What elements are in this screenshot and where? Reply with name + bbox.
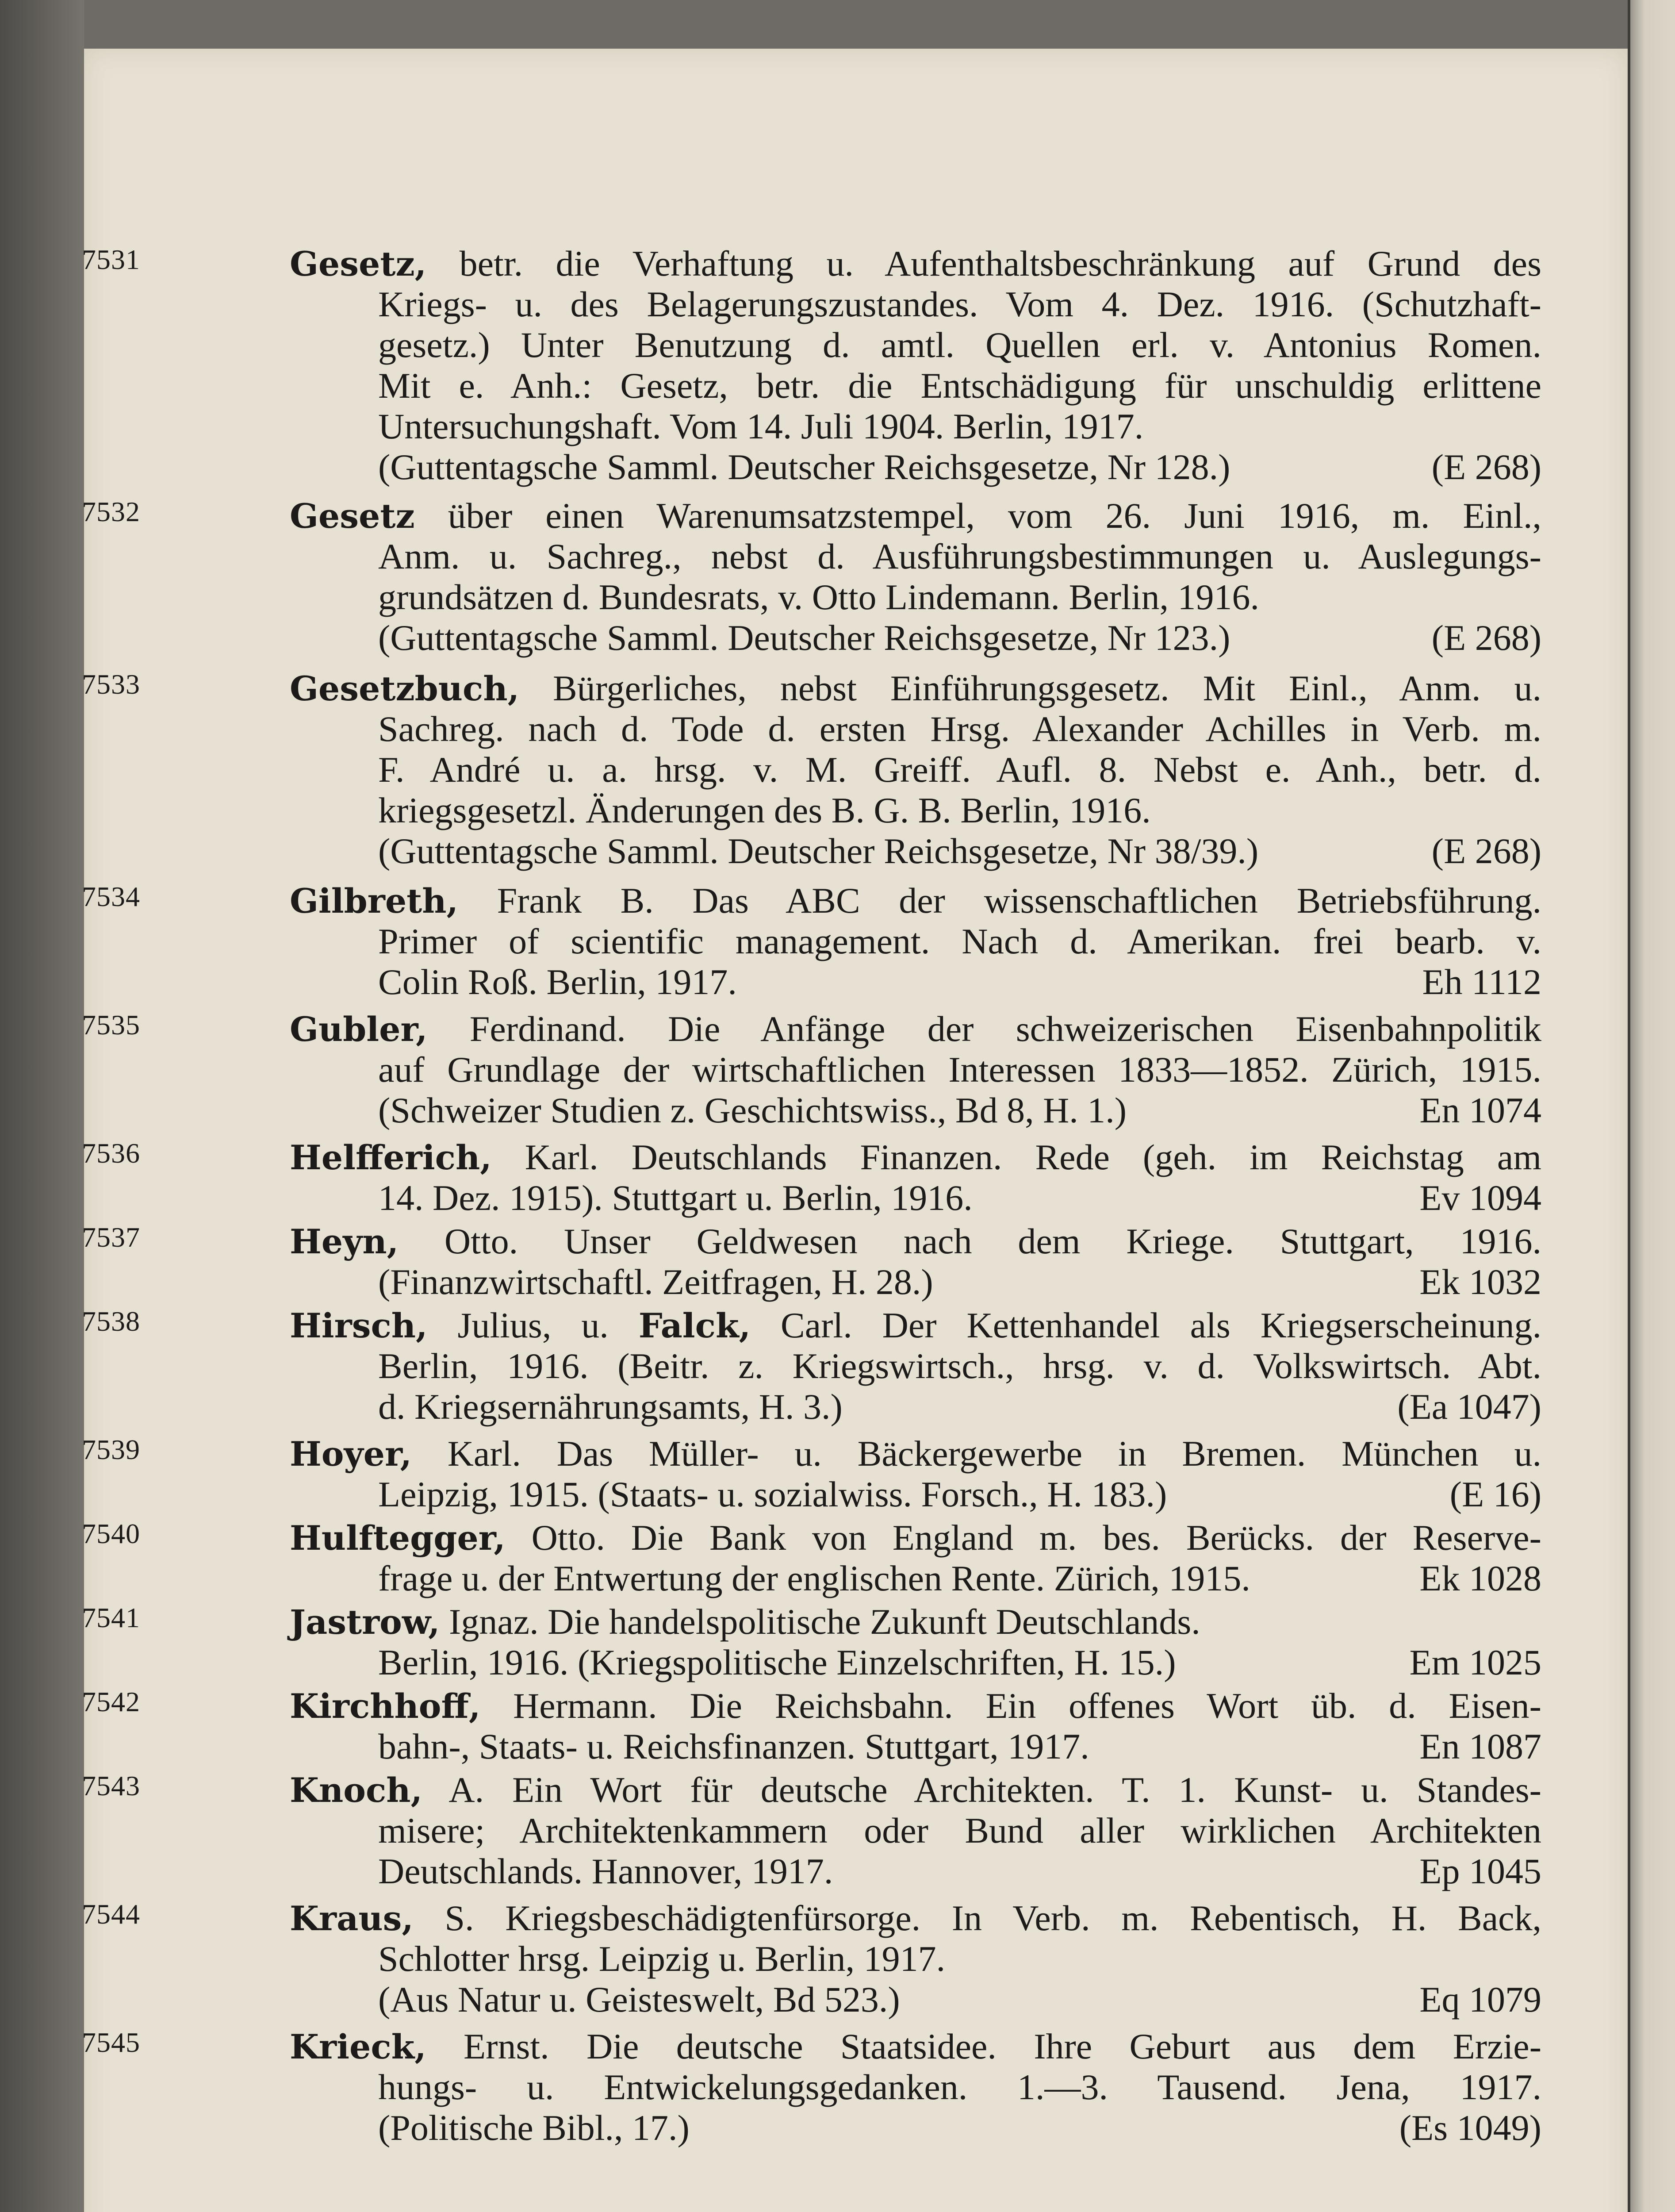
entry-heading: Gesetz: [290, 496, 415, 536]
entry-heading: Heyn,: [290, 1222, 399, 1261]
entry-number: 7533: [82, 668, 140, 700]
catalog-entry: [82, 1898, 1541, 2020]
entry-line: 14. Dez. 1915). Stuttgart u. Berlin, 1916. Ev 1094: [378, 1178, 1541, 1218]
shelf-signature: En 1074: [1419, 1090, 1541, 1130]
entry-line: (Aus Natur u. Geisteswelt, Bd 523.) Eq 1079: [378, 1979, 1541, 2020]
entry-line: (Guttentagsche Samml. Deutscher Reichsgesetze, Nr 38/39.) (E 268): [378, 831, 1541, 871]
catalog-entry: [82, 1221, 1541, 1302]
entry-number: 7531: [82, 244, 140, 275]
entry-heading: Gubler,: [290, 1010, 428, 1049]
entry-heading: Knoch,: [290, 1770, 422, 1810]
entry-line: Leipzig, 1915. (Staats- u. sozialwiss. Forsch., H. 183.) (E 16): [378, 1474, 1541, 1514]
shelf-signature: (Es 1049): [1399, 2108, 1541, 2148]
entry-heading: Hulftegger,: [290, 1518, 506, 1558]
catalog-entry: [82, 1601, 1541, 1683]
entry-number: 7539: [82, 1434, 140, 1465]
entry-number: 7536: [82, 1137, 140, 1169]
entry-line: F. André u. a. hrsg. v. M. Greiff. Aufl. 8. Nebst e. Anh., betr. d.: [378, 749, 1541, 790]
entry-heading-coauthor: Falck,: [638, 1306, 751, 1345]
shelf-signature: Em 1025: [1409, 1642, 1541, 1682]
entry-number: 7540: [82, 1518, 140, 1549]
catalog-entry: [82, 2026, 1541, 2148]
entry-number: 7544: [82, 1898, 140, 1930]
entry-line: Gubler, Ferdinand. Die Anfänge der schweizerischen Eisenbahnpolitik: [290, 1009, 1541, 1049]
catalog-entry: [82, 1009, 1541, 1131]
entry-line: Jastrow, Ignaz. Die handelspolitische Zukunft Deutschlands.: [290, 1601, 1200, 1642]
catalog-entry: [82, 668, 1541, 872]
entry-line: Kraus, S. Kriegsbeschädigtenfürsorge. In Verb. m. Rebentisch, H. Back,: [290, 1898, 1541, 1938]
catalog-entry: [82, 1137, 1541, 1218]
entry-line: Deutschlands. Hannover, 1917. Ep 1045: [378, 1851, 1541, 1891]
shelf-signature: Ek 1028: [1419, 1558, 1541, 1598]
shelf-signature: Eq 1079: [1419, 1979, 1541, 2020]
entry-number: 7538: [82, 1306, 140, 1337]
catalog-entry: [82, 1517, 1541, 1599]
catalog-entry: [82, 1770, 1541, 1892]
catalog-entry: [82, 495, 1541, 658]
entry-line: frage u. der Entwertung der englischen Rente. Zürich, 1915. Ek 1028: [378, 1558, 1541, 1598]
entry-line: hungs- u. Entwickelungsgedanken. 1.—3. Tausend. Jena, 1917.: [378, 2067, 1541, 2107]
entry-line: Krieck, Ernst. Die deutsche Staatsidee. Ihre Geburt aus dem Erzie-: [290, 2026, 1541, 2066]
entry-heading: Gesetz,: [290, 244, 427, 284]
catalog-entry: [82, 880, 1541, 1002]
entry-line: gesetz.) Unter Benutzung d. amtl. Quellen erl. v. Antonius Romen.: [378, 325, 1541, 365]
shelf-signature: (Ea 1047): [1397, 1386, 1541, 1427]
entry-line: Gilbreth, Frank B. Das ABC der wissenschaftlichen Betriebsführung.: [290, 880, 1541, 921]
entry-line: Hirsch, Julius, u. Falck, Carl. Der Kettenhandel als Kriegserscheinung.: [290, 1305, 1541, 1345]
entry-line: Untersuchungshaft. Vom 14. Juli 1904. Berlin, 1917.: [378, 406, 1144, 446]
entry-heading: Hoyer,: [290, 1434, 412, 1474]
catalog-entry: [82, 1433, 1541, 1515]
entry-line: Anm. u. Sachreg., nebst d. Ausführungsbestimmungen u. Auslegungs-: [378, 536, 1541, 576]
shelf-signature: (E 268): [1431, 447, 1541, 487]
entry-number: 7543: [82, 1770, 140, 1801]
shelf-signature: Ep 1045: [1419, 1851, 1541, 1891]
entry-line: Sachreg. nach d. Tode d. ersten Hrsg. Alexander Achilles in Verb. m.: [378, 709, 1541, 749]
entry-line: (Politische Bibl., 17.) (Es 1049): [378, 2108, 1541, 2148]
entry-line: Primer of scientific management. Nach d. Amerikan. frei bearb. v.: [378, 921, 1541, 961]
entry-line: misere; Architektenkammern oder Bund aller wirklichen Architekten: [378, 1810, 1541, 1851]
shelf-signature: En 1087: [1419, 1726, 1541, 1767]
entry-line: Heyn, Otto. Unser Geldwesen nach dem Kriege. Stuttgart, 1916.: [290, 1221, 1541, 1261]
entry-heading: Helfferich,: [290, 1138, 492, 1177]
shelf-signature: (E 16): [1449, 1474, 1541, 1514]
shelf-signature: Ek 1032: [1419, 1262, 1541, 1302]
entry-line: (Finanzwirtschaftl. Zeitfragen, H. 28.) Ek 1032: [378, 1262, 1541, 1302]
catalog-entry: [82, 1305, 1541, 1427]
entry-number: 7541: [82, 1602, 140, 1633]
entry-line: Gesetz, betr. die Verhaftung u. Aufenthaltsbeschränkung auf Grund des: [290, 243, 1541, 284]
entry-line: Gesetzbuch, Bürgerliches, nebst Einführungsgesetz. Mit Einl., Anm. u.: [290, 668, 1541, 708]
entry-number: 7545: [82, 2027, 140, 2058]
entry-line: Kriegs- u. des Belagerungszustandes. Vom 4. Dez. 1916. (Schutzhaft-: [378, 284, 1541, 324]
entry-number: 7537: [82, 1221, 140, 1253]
entry-line: Mit e. Anh.: Gesetz, betr. die Entschädigung für unschuldig erlittene: [378, 365, 1541, 406]
entry-line: kriegsgesetzl. Änderungen des B. G. B. Berlin, 1916.: [378, 790, 1151, 830]
entry-line: Schlotter hrsg. Leipzig u. Berlin, 1917.: [378, 1939, 946, 1979]
entry-line: Colin Roß. Berlin, 1917. Eh 1112: [378, 962, 1541, 1002]
shelf-signature: (E 268): [1431, 618, 1541, 658]
entry-line: Gesetz über einen Warenumsatzstempel, vom 26. Juni 1916, m. Einl.,: [290, 495, 1541, 536]
entry-line: grundsätzen d. Bundesrats, v. Otto Lindemann. Berlin, 1916.: [378, 577, 1259, 617]
shelf-signature: (E 268): [1431, 831, 1541, 871]
entry-line: auf Grundlage der wirtschaftlichen Interessen 1833—1852. Zürich, 1915.: [378, 1049, 1541, 1090]
entry-heading: Gesetzbuch,: [290, 669, 520, 708]
entry-line: (Guttentagsche Samml. Deutscher Reichsgesetze, Nr 128.) (E 268): [378, 447, 1541, 487]
entry-line: Berlin, 1916. (Beitr. z. Kriegswirtsch., hrsg. v. d. Volkswirtsch. Abt.: [378, 1346, 1541, 1386]
entry-heading: Kirchhoff,: [290, 1686, 481, 1726]
entry-line: Hulftegger, Otto. Die Bank von England m. bes. Berücks. der Reserve-: [290, 1517, 1541, 1558]
facing-page-edge: [1628, 0, 1675, 2212]
entry-number: 7535: [82, 1009, 140, 1041]
entry-line: Hoyer, Karl. Das Müller- u. Bäckergewerbe in Bremen. München u.: [290, 1433, 1541, 1474]
entry-number: 7534: [82, 881, 140, 912]
entry-line: Helfferich, Karl. Deutschlands Finanzen. Rede (geh. im Reichstag am: [290, 1137, 1541, 1177]
shelf-signature: Ev 1094: [1419, 1178, 1541, 1218]
catalog-entry: [82, 1686, 1541, 1767]
entry-line: Knoch, A. Ein Wort für deutsche Architekten. T. 1. Kunst- u. Standes-: [290, 1770, 1541, 1810]
catalog-entry: [82, 243, 1541, 488]
book-page: [84, 49, 1628, 2212]
entry-line: (Guttentagsche Samml. Deutscher Reichsgesetze, Nr 123.) (E 268): [378, 618, 1541, 658]
shelf-signature: Eh 1112: [1422, 962, 1541, 1002]
entry-heading: Hirsch,: [290, 1306, 428, 1345]
book-gutter-shadow: [0, 0, 84, 2212]
entry-heading: Kraus,: [290, 1899, 414, 1938]
entry-line: (Schweizer Studien z. Geschichtswiss., Bd 8, H. 1.) En 1074: [378, 1090, 1541, 1130]
entry-number: 7532: [82, 496, 140, 527]
entry-heading: Jastrow,: [290, 1602, 440, 1642]
entry-line: Berlin, 1916. (Kriegspolitische Einzelschriften, H. 15.) Em 1025: [378, 1642, 1541, 1682]
entry-number: 7542: [82, 1686, 140, 1717]
entry-heading: Krieck,: [290, 2027, 426, 2066]
entry-line: bahn-, Staats- u. Reichsfinanzen. Stuttgart, 1917. En 1087: [378, 1726, 1541, 1767]
entry-line: Kirchhoff, Hermann. Die Reichsbahn. Ein offenes Wort üb. d. Eisen-: [290, 1686, 1541, 1726]
entry-line: d. Kriegsernährungsamts, H. 3.) (Ea 1047): [378, 1386, 1541, 1427]
entry-heading: Gilbreth,: [290, 881, 459, 921]
